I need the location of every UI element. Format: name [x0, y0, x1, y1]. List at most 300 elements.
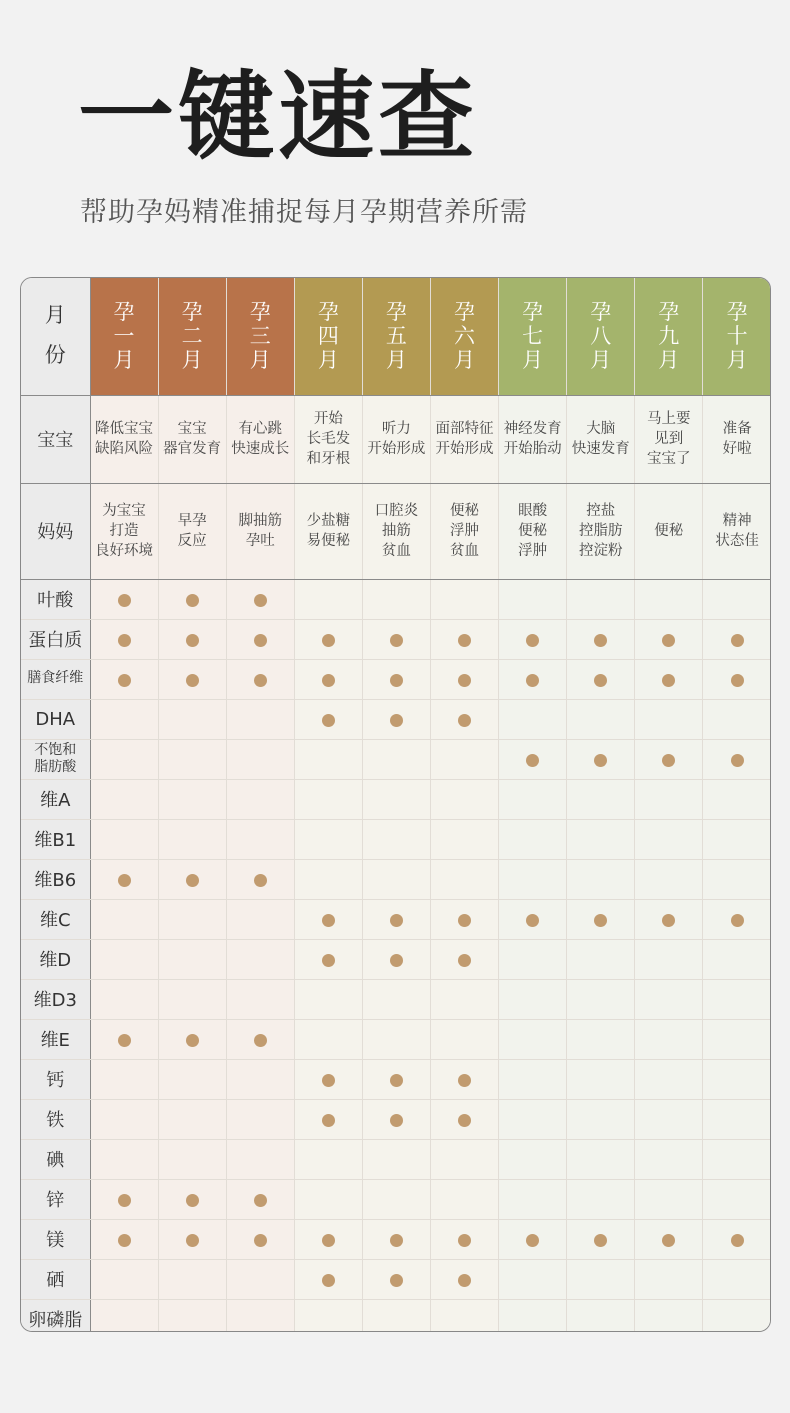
baby-row-line: 听力	[381, 420, 411, 437]
nutrient-cell	[90, 1139, 158, 1179]
nutrient-cell	[362, 579, 430, 619]
nutrient-cell	[90, 739, 158, 779]
mom-row-line: 少盐糖	[306, 512, 351, 529]
nutrient-cell	[90, 1179, 158, 1219]
nutrient-cell	[226, 899, 294, 939]
month-header-line: 五	[385, 324, 407, 349]
nutrient-cell	[567, 739, 635, 779]
nutrient-cell	[158, 619, 226, 659]
month-header-line: 四	[317, 324, 339, 349]
baby-row-cell	[430, 395, 498, 483]
recommended-dot-icon	[731, 1234, 744, 1247]
nutrient-cell	[226, 859, 294, 899]
nutrient-cell	[703, 899, 771, 939]
recommended-dot-icon	[254, 594, 267, 607]
month-header-line: 孕	[726, 299, 748, 324]
nutrient-cell	[294, 1259, 362, 1299]
nutrient-cell	[90, 659, 158, 699]
month-header-line: 孕	[317, 299, 339, 324]
nutrient-cell	[362, 979, 430, 1019]
baby-row-line: 器官发育	[163, 441, 222, 457]
nutrient-cell	[703, 659, 771, 699]
nutrient-cell	[567, 1019, 635, 1059]
nutrient-cell	[158, 939, 226, 979]
recommended-dot-icon	[390, 954, 403, 967]
nutrient-label: 铁	[21, 1099, 90, 1139]
nutrient-cell	[362, 699, 430, 739]
nutrient-row	[21, 699, 771, 739]
recommended-dot-icon	[186, 594, 199, 607]
recommended-dot-icon	[458, 1074, 471, 1087]
nutrient-cell	[499, 659, 567, 699]
nutrient-cell	[362, 779, 430, 819]
mom-row-line: 早孕	[177, 512, 207, 529]
nutrient-cell	[499, 739, 567, 779]
nutrient-cell	[362, 619, 430, 659]
recommended-dot-icon	[254, 674, 267, 687]
recommended-dot-icon	[390, 1274, 403, 1287]
nutrient-cell	[703, 979, 771, 1019]
nutrient-cell	[158, 859, 226, 899]
nutrient-cell	[703, 579, 771, 619]
nutrient-cell	[226, 939, 294, 979]
nutrient-cell	[499, 1179, 567, 1219]
nutrient-cell	[703, 699, 771, 739]
nutrient-cell	[635, 579, 703, 619]
mom-row-cell	[499, 483, 567, 579]
nutrient-row	[21, 1059, 771, 1099]
recommended-dot-icon	[118, 1194, 131, 1207]
nutrient-cell	[567, 659, 635, 699]
recommended-dot-icon	[458, 714, 471, 727]
recommended-dot-icon	[662, 634, 675, 647]
nutrient-cell	[158, 899, 226, 939]
baby-row-cell	[703, 395, 771, 483]
nutrient-cell	[430, 1059, 498, 1099]
nutrient-cell	[362, 659, 430, 699]
recommended-dot-icon	[458, 954, 471, 967]
nutrient-label: 维D3	[21, 979, 90, 1019]
nutrient-cell	[430, 899, 498, 939]
nutrient-cell	[567, 1139, 635, 1179]
month-header-cell	[158, 278, 226, 395]
baby-row-line: 快速成长	[231, 441, 290, 457]
baby-row-label: 宝宝	[21, 395, 90, 483]
nutrient-cell	[90, 1099, 158, 1139]
nutrient-cell	[567, 619, 635, 659]
recommended-dot-icon	[662, 1234, 675, 1247]
nutrient-label: 维B1	[21, 819, 90, 859]
nutrient-cell	[703, 619, 771, 659]
nutrient-cell	[635, 619, 703, 659]
month-header-line: 孕	[522, 299, 544, 324]
nutrient-label	[21, 739, 90, 779]
recommended-dot-icon	[594, 914, 607, 927]
mom-row-label: 妈妈	[21, 483, 90, 579]
nutrient-cell	[226, 979, 294, 1019]
baby-row-line: 见到	[654, 430, 684, 447]
nutrient-cell	[158, 579, 226, 619]
month-header-line: 份	[44, 343, 66, 368]
baby-row-cell	[499, 395, 567, 483]
nutrient-cell	[294, 1059, 362, 1099]
nutrient-cell	[635, 819, 703, 859]
recommended-dot-icon	[254, 874, 267, 887]
nutrient-cell	[567, 1259, 635, 1299]
nutrient-cell	[430, 1219, 498, 1259]
nutrient-cell	[362, 859, 430, 899]
nutrient-cell	[703, 859, 771, 899]
month-header-line: 月	[522, 348, 544, 373]
baby-row-line: 神经发育	[503, 420, 562, 437]
nutrient-cell	[703, 1019, 771, 1059]
nutrient-cell	[158, 1299, 226, 1332]
recommended-dot-icon	[731, 914, 744, 927]
nutrient-cell	[635, 1139, 703, 1179]
nutrient-cell	[158, 739, 226, 779]
mom-row-line: 浮肿	[518, 543, 548, 560]
mom-row-line: 便秘	[450, 502, 480, 519]
nutrient-cell	[567, 1299, 635, 1332]
mom-row-cell	[226, 483, 294, 579]
nutrient-label: 维A	[21, 779, 90, 819]
nutrient-cell	[635, 659, 703, 699]
nutrient-cell	[294, 1179, 362, 1219]
recommended-dot-icon	[322, 1114, 335, 1127]
mom-row-line: 便秘	[518, 522, 548, 539]
recommended-dot-icon	[118, 634, 131, 647]
recommended-dot-icon	[458, 674, 471, 687]
recommended-dot-icon	[118, 594, 131, 607]
nutrient-cell	[703, 1219, 771, 1259]
nutrient-cell	[362, 819, 430, 859]
mom-row-cell	[703, 483, 771, 579]
nutrient-row	[21, 1179, 771, 1219]
nutrient-cell	[226, 1219, 294, 1259]
nutrient-cell	[90, 579, 158, 619]
nutrient-cell	[703, 939, 771, 979]
mom-row-line: 状态佳	[715, 533, 759, 549]
nutrient-cell	[294, 859, 362, 899]
nutrient-cell	[158, 659, 226, 699]
nutrient-row	[21, 1219, 771, 1259]
nutrient-cell	[158, 1099, 226, 1139]
nutrient-cell	[430, 1179, 498, 1219]
recommended-dot-icon	[390, 1114, 403, 1127]
nutrient-cell	[635, 1179, 703, 1219]
baby-row-cell	[226, 395, 294, 483]
nutrient-cell	[430, 979, 498, 1019]
recommended-dot-icon	[322, 914, 335, 927]
nutrient-cell	[635, 1099, 703, 1139]
nutrient-cell	[430, 619, 498, 659]
nutrient-cell	[703, 819, 771, 859]
recommended-dot-icon	[594, 674, 607, 687]
nutrient-cell	[362, 1139, 430, 1179]
baby-row-line: 马上要	[647, 410, 691, 427]
baby-row-line: 长毛发	[306, 430, 351, 447]
nutrient-cell	[226, 619, 294, 659]
mom-row-cell	[158, 483, 226, 579]
month-header-line: 月	[454, 348, 476, 373]
recommended-dot-icon	[390, 914, 403, 927]
recommended-dot-icon	[526, 634, 539, 647]
nutrient-cell	[430, 1139, 498, 1179]
nutrient-label: DHA	[21, 699, 90, 739]
nutrition-grid	[21, 278, 771, 1332]
baby-row-line: 缺陷风险	[95, 441, 154, 457]
nutrient-label: 叶酸	[21, 579, 90, 619]
month-header-cell	[362, 278, 430, 395]
mom-row-line: 易便秘	[306, 533, 351, 549]
mom-row-line: 反应	[177, 533, 207, 549]
nutrient-cell	[499, 1299, 567, 1332]
nutrient-cell	[635, 1019, 703, 1059]
nutrient-cell	[294, 899, 362, 939]
baby-row-line: 有心跳	[238, 420, 282, 437]
nutrient-cell	[294, 1019, 362, 1059]
nutrient-cell	[294, 779, 362, 819]
mom-row-line: 良好环境	[95, 543, 154, 560]
nutrient-cell	[226, 1099, 294, 1139]
recommended-dot-icon	[186, 1234, 199, 1247]
recommended-dot-icon	[322, 674, 335, 687]
baby-row-cell	[294, 395, 362, 483]
nutrient-cell	[158, 1019, 226, 1059]
nutrient-cell	[158, 1259, 226, 1299]
mom-row-line: 控淀粉	[578, 543, 623, 560]
nutrient-cell	[294, 1299, 362, 1332]
nutrient-cell	[635, 1259, 703, 1299]
nutrient-cell	[635, 939, 703, 979]
month-header-line: 一	[113, 324, 135, 349]
month-header-line: 月	[181, 348, 203, 373]
nutrient-cell	[430, 779, 498, 819]
recommended-dot-icon	[458, 1234, 471, 1247]
nutrient-cell	[294, 979, 362, 1019]
nutrient-cell	[294, 659, 362, 699]
nutrient-cell	[90, 1219, 158, 1259]
recommended-dot-icon	[662, 674, 675, 687]
nutrient-cell	[499, 779, 567, 819]
nutrient-cell	[294, 619, 362, 659]
recommended-dot-icon	[390, 674, 403, 687]
nutrient-cell	[635, 899, 703, 939]
nutrient-cell	[703, 1099, 771, 1139]
month-header-line: 月	[658, 348, 680, 373]
nutrient-cell	[567, 819, 635, 859]
nutrient-cell	[362, 1099, 430, 1139]
mom-row	[21, 483, 771, 579]
header-row	[21, 278, 771, 395]
nutrient-cell	[499, 579, 567, 619]
recommended-dot-icon	[322, 1234, 335, 1247]
nutrient-cell	[567, 779, 635, 819]
nutrient-cell	[90, 859, 158, 899]
mom-row-line: 打造	[109, 522, 139, 539]
mom-row-line: 便秘	[654, 522, 684, 539]
nutrient-cell	[362, 899, 430, 939]
nutrient-cell	[362, 1219, 430, 1259]
mom-row-line: 孕吐	[245, 533, 275, 549]
mom-row-line: 控脂肪	[578, 522, 623, 539]
month-header-line: 孕	[658, 299, 680, 324]
nutrient-cell	[226, 1259, 294, 1299]
nutrient-label: 维D	[21, 939, 90, 979]
nutrient-cell	[499, 1019, 567, 1059]
nutrient-cell	[703, 1139, 771, 1179]
recommended-dot-icon	[662, 914, 675, 927]
month-header-line: 八	[590, 324, 612, 349]
recommended-dot-icon	[390, 1074, 403, 1087]
recommended-dot-icon	[390, 714, 403, 727]
recommended-dot-icon	[322, 954, 335, 967]
nutrient-cell	[430, 819, 498, 859]
nutrient-cell	[294, 739, 362, 779]
nutrient-cell	[158, 1219, 226, 1259]
nutrient-cell	[567, 899, 635, 939]
nutrient-cell	[90, 819, 158, 859]
nutrient-cell	[430, 1259, 498, 1299]
month-header-cell	[635, 278, 703, 395]
month-header-line: 孕	[249, 299, 271, 324]
nutrient-cell	[294, 939, 362, 979]
nutrient-row	[21, 779, 771, 819]
nutrient-row	[21, 1019, 771, 1059]
nutrient-cell	[226, 779, 294, 819]
recommended-dot-icon	[186, 1194, 199, 1207]
mom-row-cell	[567, 483, 635, 579]
mom-row-line: 脚抽筋	[238, 512, 282, 529]
nutrition-table	[20, 277, 771, 1332]
nutrient-cell	[226, 739, 294, 779]
nutrient-cell	[635, 779, 703, 819]
baby-row-line: 大脑	[586, 420, 616, 437]
nutrient-cell	[362, 1179, 430, 1219]
baby-row-line: 宝宝了	[647, 451, 691, 468]
nutrient-cell	[703, 739, 771, 779]
nutrient-cell	[499, 899, 567, 939]
nutrient-label: 膳食纤维	[21, 659, 90, 699]
baby-row-line: 开始胎动	[503, 441, 562, 457]
baby-row-cell	[567, 395, 635, 483]
nutrient-cell	[499, 1219, 567, 1259]
recommended-dot-icon	[254, 1194, 267, 1207]
nutrient-row	[21, 819, 771, 859]
recommended-dot-icon	[458, 914, 471, 927]
nutrient-row	[21, 1259, 771, 1299]
month-header-cell	[226, 278, 294, 395]
nutrient-cell	[430, 579, 498, 619]
nutrient-cell	[567, 939, 635, 979]
nutrient-cell	[226, 819, 294, 859]
page-subtitle: 帮助孕妈精准捕捉每月孕期营养所需	[80, 197, 528, 228]
nutrient-cell	[158, 779, 226, 819]
month-header-line: 月	[44, 303, 66, 328]
mom-row-line: 为宝宝	[102, 502, 146, 519]
month-header-line: 孕	[590, 299, 612, 324]
month-header-line: 月	[113, 348, 135, 373]
nutrient-cell	[90, 699, 158, 739]
nutrient-cell	[430, 1019, 498, 1059]
nutrient-cell	[430, 739, 498, 779]
nutrient-cell	[430, 859, 498, 899]
nutrient-row	[21, 739, 771, 779]
recommended-dot-icon	[662, 754, 675, 767]
nutrient-cell	[90, 1059, 158, 1099]
baby-row-cell	[90, 395, 158, 483]
baby-row-line: 和牙根	[306, 451, 351, 468]
nutrient-cell	[294, 1219, 362, 1259]
recommended-dot-icon	[186, 634, 199, 647]
nutrient-cell	[567, 699, 635, 739]
month-header-line: 月	[317, 348, 339, 373]
nutrient-row	[21, 859, 771, 899]
recommended-dot-icon	[731, 634, 744, 647]
recommended-dot-icon	[186, 874, 199, 887]
nutrient-cell	[226, 699, 294, 739]
baby-row-line: 开始	[313, 410, 343, 427]
nutrient-cell	[703, 1299, 771, 1332]
recommended-dot-icon	[526, 754, 539, 767]
nutrient-cell	[90, 899, 158, 939]
nutrient-label: 蛋白质	[21, 619, 90, 659]
recommended-dot-icon	[390, 1234, 403, 1247]
nutrient-cell	[430, 1299, 498, 1332]
recommended-dot-icon	[254, 1034, 267, 1047]
baby-row-line: 面部特征	[435, 420, 494, 437]
recommended-dot-icon	[118, 874, 131, 887]
recommended-dot-icon	[254, 1234, 267, 1247]
nutrient-label-line: 脂肪酸	[34, 759, 77, 775]
month-header-line: 月	[249, 348, 271, 373]
nutrient-cell	[226, 1019, 294, 1059]
nutrient-cell	[635, 699, 703, 739]
nutrient-cell	[635, 1299, 703, 1332]
nutrient-label: 维B6	[21, 859, 90, 899]
month-header-line: 九	[658, 324, 680, 349]
mom-row-line: 口腔炎	[374, 502, 419, 519]
baby-row-line: 宝宝	[177, 420, 207, 437]
nutrient-row	[21, 619, 771, 659]
recommended-dot-icon	[322, 714, 335, 727]
nutrient-cell	[499, 1099, 567, 1139]
nutrient-cell	[430, 699, 498, 739]
nutrient-cell	[226, 1059, 294, 1099]
recommended-dot-icon	[458, 1274, 471, 1287]
recommended-dot-icon	[118, 1234, 131, 1247]
mom-row-line: 眼酸	[518, 502, 548, 519]
nutrient-label: 钙	[21, 1059, 90, 1099]
nutrient-cell	[567, 1059, 635, 1099]
recommended-dot-icon	[118, 1034, 131, 1047]
baby-row-cell	[158, 395, 226, 483]
nutrient-cell	[703, 1259, 771, 1299]
mom-row-line: 浮肿	[450, 522, 480, 539]
baby-row-line: 好啦	[722, 441, 752, 457]
month-header-line: 二	[181, 324, 203, 349]
mom-row-line: 贫血	[381, 543, 411, 560]
month-header-line: 孕	[181, 299, 203, 324]
nutrient-cell	[499, 1059, 567, 1099]
recommended-dot-icon	[322, 1274, 335, 1287]
baby-row-line: 降低宝宝	[95, 420, 154, 437]
nutrient-cell	[567, 1099, 635, 1139]
nutrient-cell	[499, 819, 567, 859]
nutrient-cell	[226, 1139, 294, 1179]
nutrient-cell	[635, 1059, 703, 1099]
nutrient-cell	[362, 739, 430, 779]
